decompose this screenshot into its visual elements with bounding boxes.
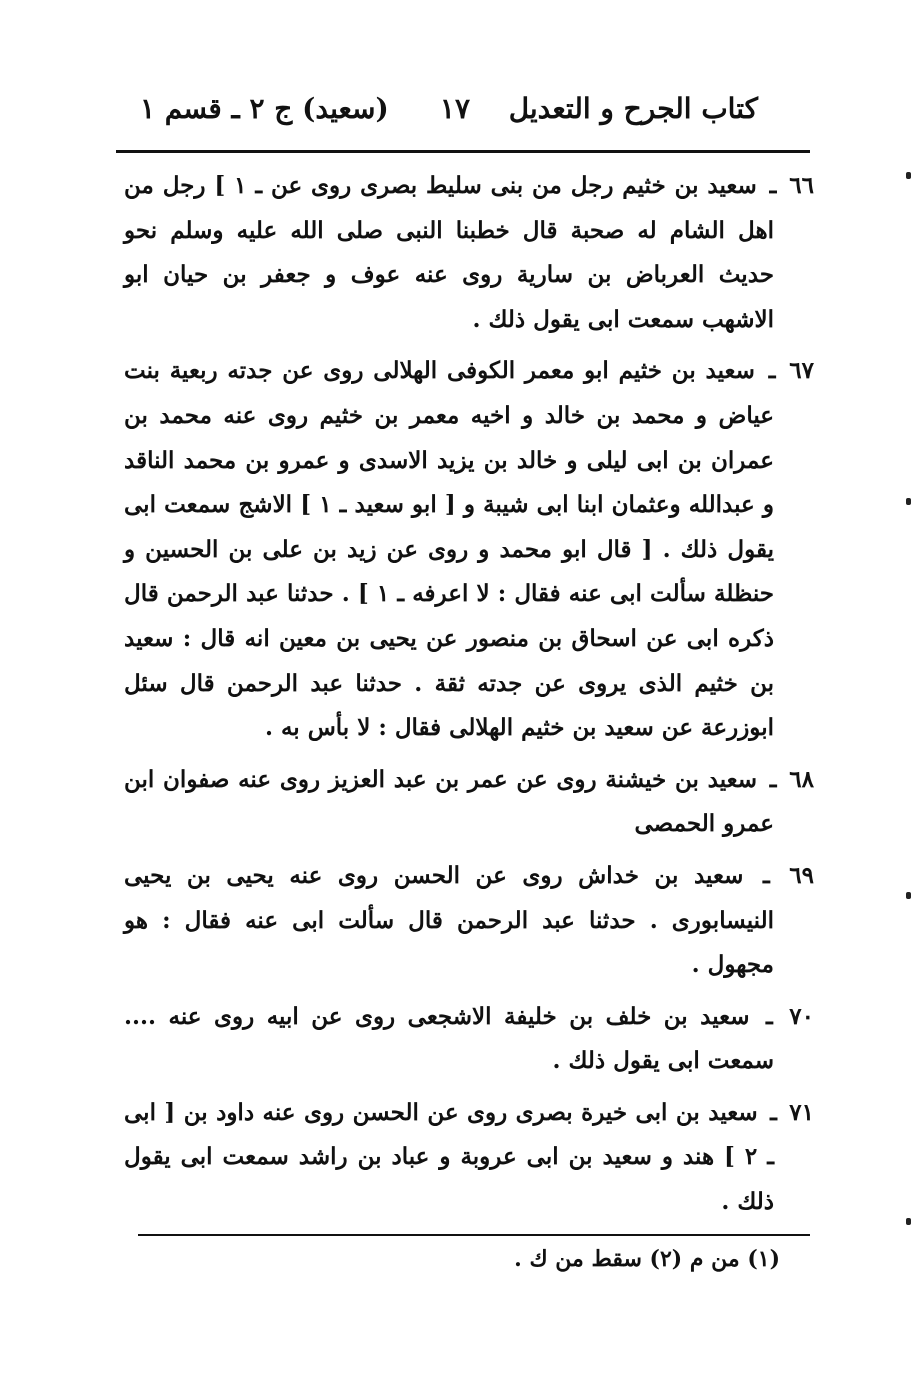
entry-number: ٦٧ <box>789 357 814 385</box>
entry-66 <box>124 164 814 342</box>
entry-number: ٧١ <box>789 1098 815 1126</box>
scan-speck <box>906 498 911 505</box>
entry-68 <box>124 758 814 847</box>
running-header <box>120 92 770 142</box>
entry-71 <box>124 1091 814 1225</box>
header-rule <box>116 150 810 153</box>
entry-number: ٦٩ <box>789 861 814 889</box>
entry-separator: ـ <box>766 1002 773 1030</box>
entry-separator: ـ <box>768 357 776 385</box>
entry-text: سعيد بن ابى خيرة بصرى روى عن الحسن روى عنه داود بن [ ابى ـ ٢ ] هند و سعيد بن ابى عروبة و عباد بن راشد سمعت ابى يقول ذلك . <box>124 1098 774 1216</box>
entry-text: سعيد بن خثيم رجل من بنى سليط بصرى روى عن ـ ١ ] رجل من اهل الشام له صحبة قال خطبنا النبى صلى الله عليه وسلم نحو حديث العرباض بن سارية روى عنه عوف و جعفر بن حيان ابو الاشهب سمعت ابى يقول ذلك . <box>124 172 774 333</box>
entry-69 <box>124 854 814 988</box>
entry-text: سعيد بن خداش روى عن الحسن روى عنه يحيى بن يحيى النيسابورى . حدثنا عبد الرحمن قال سألت ابى عنه فقال : هو مجهول . <box>124 861 774 979</box>
section-label: (سعيد) ج ٢ ـ قسم ١ <box>140 92 389 125</box>
scan-speck <box>906 1218 911 1225</box>
book-title: كتاب الجرح و التعديل <box>508 92 758 125</box>
entry-number: ٧٠ <box>789 1002 814 1030</box>
scan-speck <box>906 172 911 179</box>
entry-text: سعيد بن خلف بن خليفة الاشجعى روى عن ابيه روى عنه .... سمعت ابى يقول ذلك . <box>124 1002 774 1075</box>
entry-number: ٦٦ <box>789 172 815 199</box>
entry-text: سعيد بن خثيم ابو معمر الكوفى الهلالى روى عن جدته ربعية بنت عياض و محمد بن خالد و اخيه معمر بن خثيم روى عنه محمد بن عمران بن ابى ليلى و خالد بن يزيد الاسدى و عمرو بن محمد الناقد و عبدالله وعثمان ابنا ابى شيبة و [ ابو سعيد ـ ١ ] الاشج سمعت ابى يقول ذلك . [ قال ابو محمد و روى عن زيد بن على بن الحسين و حنظلة سألت ابى عنه فقال : لا اعرفه ـ ١ ] . حدثنا عبد الرحمن قال ذكره ابى عن اسحاق بن منصور عن يحيى بن معين انه قال : سعيد بن خثيم الذى يروى عن جدته ثقة . حدثنا عبد الرحمن قال سئل ابوزرعة عن سعيد بن خثيم الهلالى فقال : لا بأس به . <box>124 357 775 742</box>
entry-separator: ـ <box>769 765 777 793</box>
entry-separator: ـ <box>762 861 770 889</box>
entry-separator: ـ <box>769 172 777 199</box>
entry-number: ٦٨ <box>789 765 814 793</box>
page-number: ١٧ <box>439 92 470 125</box>
footnote-rule <box>138 1234 810 1236</box>
entry-text: سعيد بن خيشنة روى عن عمر بن عبد العزيز روى عنه صفوان ابن عمرو الحمصى <box>124 765 774 838</box>
entry-67 <box>124 349 814 750</box>
footnote: (١) من م (٢) سقط من ك . <box>514 1246 780 1272</box>
entry-separator: ـ <box>770 1098 777 1126</box>
entry-70 <box>124 995 814 1084</box>
main-text <box>124 164 814 1232</box>
scan-speck <box>906 892 911 899</box>
